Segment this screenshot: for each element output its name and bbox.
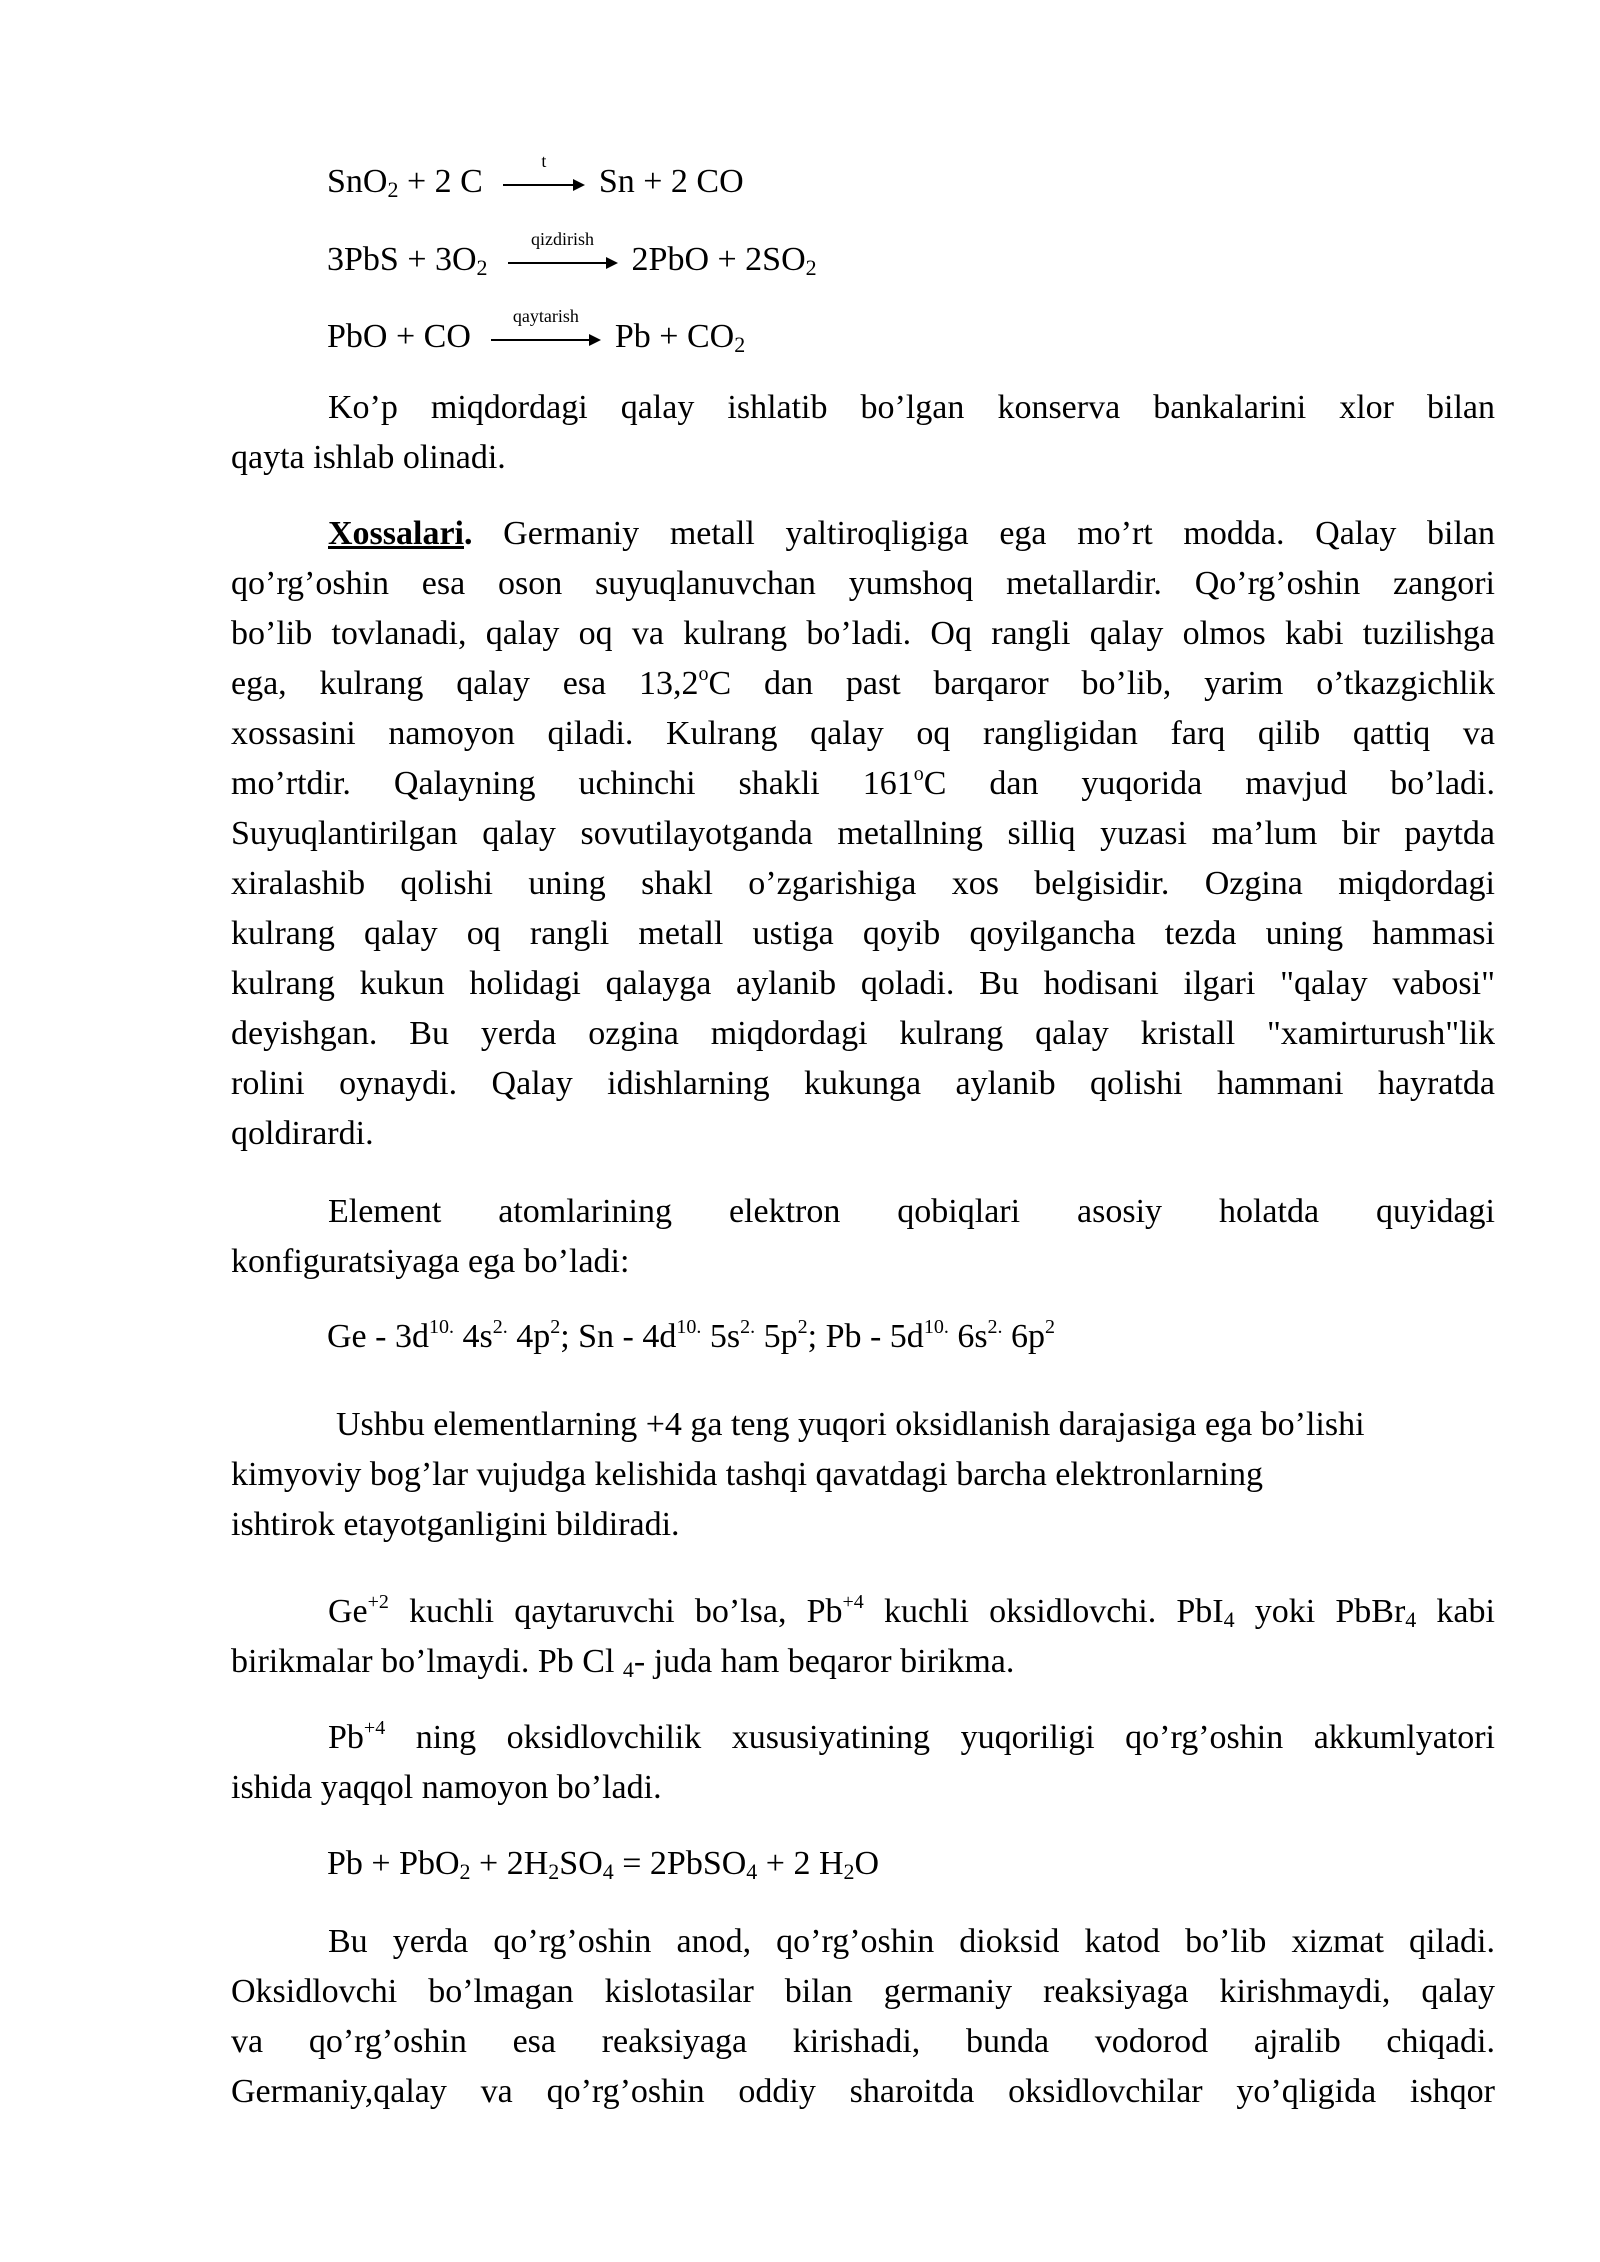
electron-configuration: [327, 1316, 1056, 1355]
text-line: [231, 1587, 1495, 1637]
config-text: 4p: [507, 1318, 551, 1355]
text-span: Ushbu elementlarning +4 ga teng yuqori oksidlanish darajasiga ega bo’lishi: [336, 1406, 1365, 1443]
paragraph-accumulator: [231, 1713, 1495, 1813]
eq2-arrow-label: qizdirish: [531, 229, 595, 249]
charge-sup: +4: [842, 1591, 864, 1613]
config-text: Ge - 3d: [327, 1318, 429, 1355]
equation-2: [327, 229, 817, 280]
section-heading: Xossalari: [328, 515, 464, 552]
eq4-sub: 4: [746, 1859, 758, 1884]
config-sup: 2: [1045, 1316, 1056, 1338]
config-text: 6p: [1002, 1318, 1046, 1355]
eq3-product: Pb + CO: [614, 318, 735, 355]
text-line: Oksidlovchi bo’lmagan kislotasilar bilan germaniy reaksiyaga kirishmaydi, qalay: [231, 1973, 1495, 2010]
config-text: 5s: [701, 1318, 741, 1355]
eq4-sub: 2: [459, 1859, 471, 1884]
eq4-sub: 2: [843, 1859, 855, 1884]
paragraph-oxidation-state: [231, 1400, 1495, 1550]
config-sup: 10.: [676, 1316, 702, 1338]
text-span: yoki PbBr: [1234, 1593, 1406, 1630]
paragraph-configuration-intro: [231, 1187, 1495, 1287]
eq1-product: Sn + 2 CO: [598, 163, 744, 200]
eq2-product: 2PbO + 2SO: [631, 241, 806, 278]
text-span: Pb: [328, 1719, 364, 1756]
text-line: qo’rg’oshin esa oson suyuqlanuvchan yumshoq metallardir. Qo’rg’oshin zangori: [231, 565, 1495, 602]
text-line: rolini oynaydi. Qalay idishlarning kukunga aylanib qolishi hammani hayratda: [231, 1065, 1495, 1102]
text-line: Suyuqlantirilgan qalay sovutilayotganda metallning silliq yuzasi ma’lum bir paytda: [231, 815, 1495, 852]
config-sup: 2.: [740, 1316, 756, 1338]
text-line: [231, 1917, 1495, 1967]
text-span: Ko’p miqdordagi qalay ishlatib bo’lgan konserva bankalarini xlor bilan: [328, 389, 1495, 426]
charge-sup: +4: [363, 1717, 386, 1739]
eq2-reactant: 3PbS + 3O: [327, 241, 477, 278]
eq4-text: + 2 H: [757, 1845, 844, 1882]
text-span: C dan past barqaror bo’lib, yarim o’tkazgichlik: [708, 665, 1495, 702]
formula-sub: 4: [622, 1657, 634, 1682]
eq2-product-subscript: 2: [805, 255, 817, 280]
reaction-arrow-icon: [503, 151, 585, 192]
text-line: kulrang kukun holidagi qalayga aylanib qoladi. Bu hodisani ilgari "qalay vabosi": [231, 965, 1495, 1002]
text-line: qayta ishlab olinadi.: [231, 439, 506, 476]
heading-dot: .: [464, 515, 473, 552]
text-span: ning oksidlovchilik xususiyatining yuqoriligi qo’rg’oshin akkumlyatori: [385, 1719, 1495, 1756]
text-line: [231, 383, 1495, 433]
text-line: kimyoviy bog’lar vujudga kelishida tashqi qavatdagi barcha elektronlarning: [231, 1456, 1263, 1493]
text-line: deyishgan. Bu yerda ozgina miqdordagi kulrang qalay kristall "xamirturush"lik: [231, 1015, 1495, 1052]
equation-1: [327, 151, 744, 202]
config-text: ; Sn - 4d: [560, 1318, 677, 1355]
text-line: [231, 1713, 1495, 1763]
formula-sub: 4: [1405, 1607, 1417, 1632]
text-line: kulrang qalay oq rangli metall ustiga qoyib qoyilgancha tezda uning hammasi: [231, 915, 1495, 952]
eq3-arrow-label: qaytarish: [512, 306, 579, 326]
eq3-reactant: PbO + CO: [327, 318, 471, 355]
degree-sup: o: [913, 763, 924, 785]
text-span: kabi: [1416, 1593, 1495, 1630]
text-line: ishtirok etayotganligini bildiradi.: [231, 1506, 680, 1543]
eq1-reactant: SnO: [327, 163, 388, 200]
config-sup: 2: [550, 1316, 561, 1338]
config-text: 4s: [453, 1318, 493, 1355]
eq2-subscript: 2: [476, 255, 488, 280]
text-span: kuchli oksidlovchi. PbI: [863, 1593, 1224, 1630]
paragraph-properties: [231, 509, 1495, 1159]
text-line: [231, 1400, 1495, 1450]
equation-3: [327, 306, 746, 357]
paragraph-reducing-oxidizing: [231, 1587, 1495, 1687]
text-span: Bu yerda qo’rg’oshin anod, qo’rg’oshin dioksid katod bo’lib xizmat qiladi.: [328, 1923, 1495, 1960]
eq1-reactant-2: + 2 C: [398, 163, 483, 200]
eq4-text: O: [854, 1845, 880, 1882]
charge-sup: +2: [367, 1591, 389, 1613]
config-sup: 2.: [987, 1316, 1003, 1338]
text-line: Germaniy,qalay va qo’rg’oshin oddiy sharoitda oksidlovchilar yo’qligida ishqor: [231, 2073, 1495, 2110]
config-text: 6s: [948, 1318, 988, 1355]
text-line: xossasini namoyon qiladi. Kulrang qalay oq rangligidan farq qilib qattiq va: [231, 715, 1495, 752]
eq3-product-subscript: 2: [734, 332, 746, 357]
eq1-subscript: 2: [387, 177, 399, 202]
paragraph-recycling: [231, 383, 1495, 483]
paragraph-acid-reactions: [231, 1917, 1495, 2117]
eq4-sub: 2: [548, 1859, 560, 1884]
text-span: mo’rtdir. Qalayning uchinchi shakli 161: [231, 765, 914, 802]
text-span: birikmalar bo’lmaydi. Pb Cl: [231, 1643, 623, 1680]
eq4-sub: 4: [602, 1859, 614, 1884]
config-sup: 10.: [428, 1316, 454, 1338]
reaction-arrow-icon: [491, 306, 601, 347]
text-line: bo’lib tovlanadi, qalay oq va kulrang bo’ladi. Oq rangli qalay olmos kabi tuzilishga: [231, 615, 1495, 652]
config-sup: 10.: [923, 1316, 949, 1338]
text-line: [231, 1637, 1495, 1687]
text-line: [231, 659, 1495, 709]
text-line: konfiguratsiyaga ega bo’ladi:: [231, 1243, 630, 1280]
text-line: xiralashib qolishi uning shakl o’zgarishiga xos belgisidir. Ozgina miqdordagi: [231, 865, 1495, 902]
degree-sup: o: [698, 663, 709, 685]
text-span: Ge: [328, 1593, 368, 1630]
text-span: C dan yuqorida mavjud bo’ladi.: [923, 765, 1495, 802]
eq4-text: Pb + PbO: [327, 1845, 460, 1882]
text-line: [231, 509, 1495, 559]
eq4-text: = 2PbSO: [613, 1845, 747, 1882]
text-line: [231, 759, 1495, 809]
eq4-text: + 2H: [470, 1845, 549, 1882]
formula-sub: 4: [1223, 1607, 1235, 1632]
equation-accumulator: [327, 1845, 880, 1884]
text-line: ishida yaqqol namoyon bo’ladi.: [231, 1769, 662, 1806]
config-sup: 2: [797, 1316, 808, 1338]
text-line: va qo’rg’oshin esa reaksiyaga kirishadi, bunda vodorod ajralib chiqadi.: [231, 2023, 1495, 2060]
eq1-arrow-label: t: [541, 151, 547, 171]
text-line: qoldirardi.: [231, 1115, 374, 1152]
text-span: Germaniy metall yaltiroqligiga ega mo’rt modda. Qalay bilan: [472, 515, 1495, 552]
text-span: - juda ham beqaror birikma.: [633, 1643, 1015, 1680]
reaction-arrow-icon: [508, 229, 618, 270]
config-text: 5p: [755, 1318, 798, 1355]
eq4-text: SO: [559, 1845, 603, 1882]
text-line: [231, 1187, 1495, 1237]
text-span: Element atomlarining elektron qobiqlari asosiy holatda quyidagi: [328, 1193, 1495, 1230]
text-span: kuchli qaytaruvchi bo’lsa, Pb: [388, 1593, 843, 1630]
config-text: ; Pb - 5d: [807, 1318, 924, 1355]
text-span: ega, kulrang qalay esa 13,2: [231, 665, 699, 702]
config-sup: 2.: [492, 1316, 508, 1338]
